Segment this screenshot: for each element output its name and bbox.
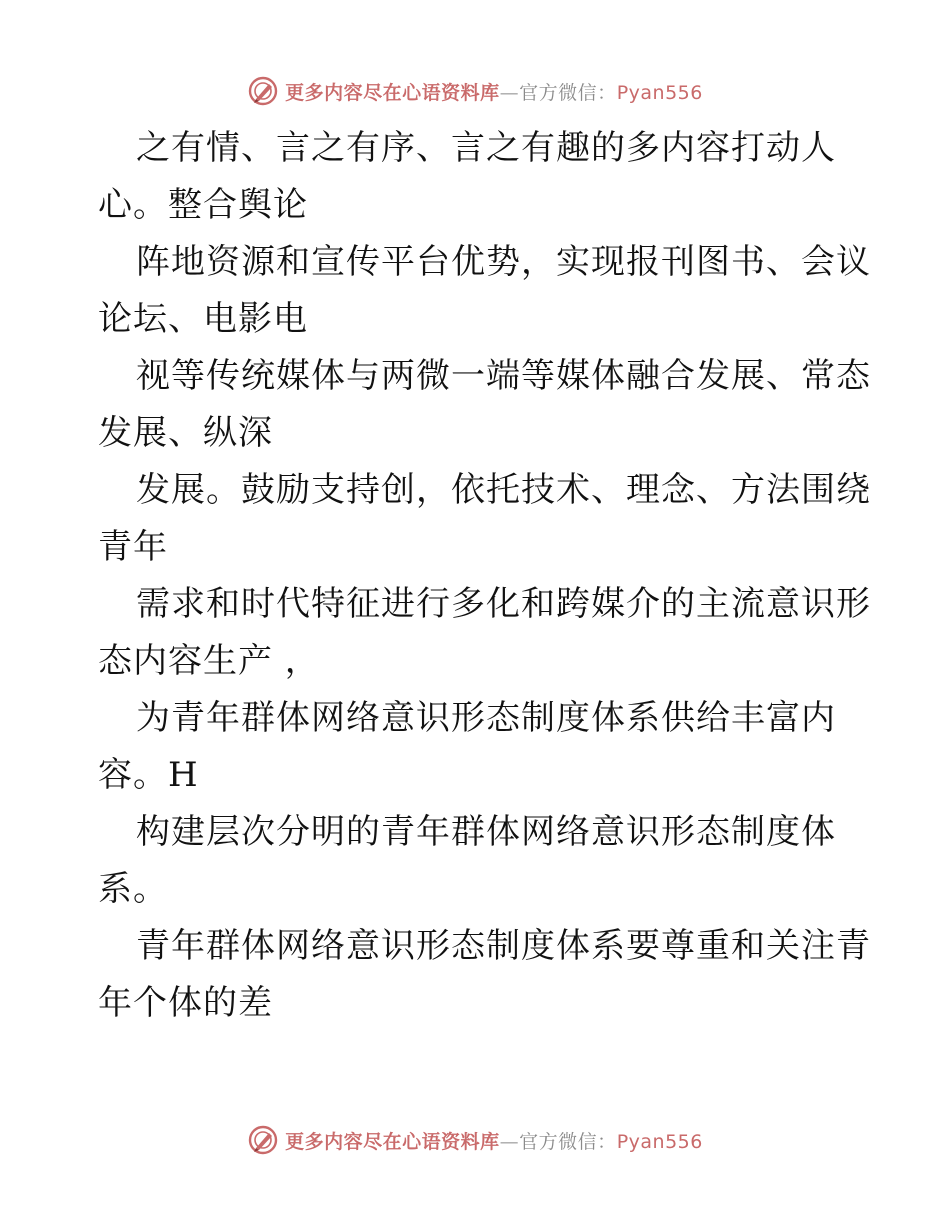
text-line: 青年群体网络意识形态制度体系要尊重和关注青 (136, 926, 871, 966)
text-line: 发展。鼓励支持创，依托技术、理念、方法围绕 (136, 470, 871, 510)
text-line: 论坛、电影电 (98, 299, 308, 339)
footer-banner (0, 1120, 950, 1160)
text-line: 构建层次分明的青年群体网络意识形态制度体 (136, 812, 836, 852)
banner-separator: — (499, 1130, 520, 1153)
text-line: 容。H (98, 755, 199, 795)
document-body (98, 120, 871, 1032)
banner-main-text: 更多内容尽在心语资料库 (285, 81, 500, 104)
banner-separator: — (499, 81, 520, 104)
text-line: 阵地资源和宣传平台优势，实现报刊图书、会议 (136, 242, 871, 282)
pen-logo-icon (247, 1124, 279, 1156)
banner-wechat-label: 官方微信： (519, 1130, 617, 1153)
banner-wechat-id: Pyan556 (616, 1130, 703, 1153)
banner-main-text: 更多内容尽在心语资料库 (285, 1130, 500, 1153)
text-line: 年个体的差 (98, 983, 273, 1023)
text-line: 心。整合舆论 (98, 185, 308, 225)
banner-wechat-label: 官方微信： (519, 81, 617, 104)
header-banner (0, 71, 950, 111)
text-line: 发展、纵深 (98, 413, 273, 453)
banner-text (285, 1127, 703, 1154)
text-line: 青年 (98, 527, 168, 567)
banner-wechat-id: Pyan556 (616, 81, 703, 104)
text-line: 需求和时代特征进行多化和跨媒介的主流意识形 (136, 584, 871, 624)
banner-text (285, 78, 703, 105)
text-line: 态内容生产 ， (98, 641, 320, 681)
pen-logo-icon (247, 75, 279, 107)
text-line: 系。 (98, 869, 168, 909)
text-line: 为青年群体网络意识形态制度体系供给丰富内 (136, 698, 836, 738)
text-line: 视等传统媒体与两微一端等媒体融合发展、常态 (136, 356, 871, 396)
text-line: 之有情、言之有序、言之有趣的多内容打动人 (136, 128, 836, 168)
